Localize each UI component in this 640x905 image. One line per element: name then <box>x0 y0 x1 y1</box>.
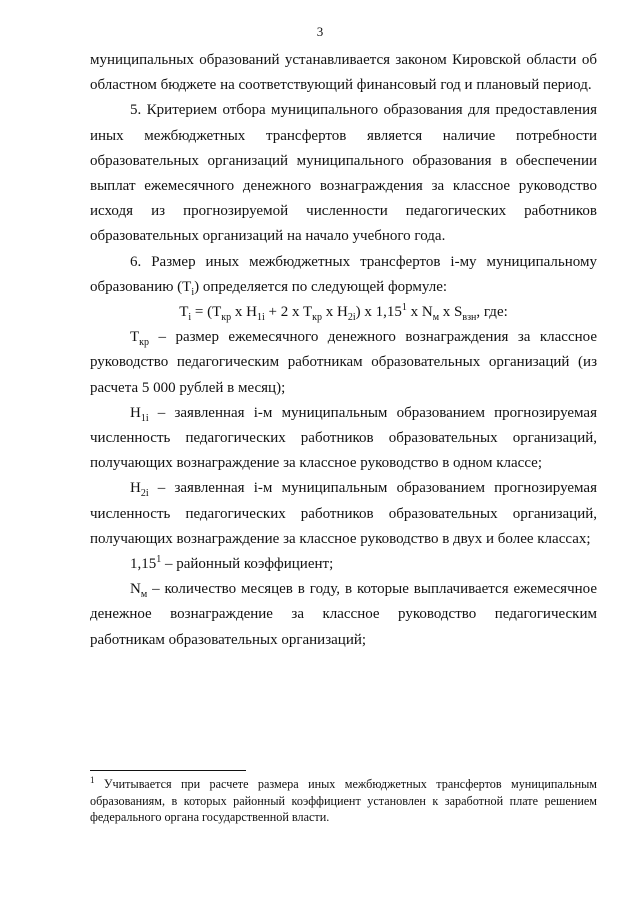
formula <box>90 300 597 325</box>
formula-sub: м <box>432 312 440 324</box>
definition-text: – количество месяцев в году, в которые выплачивается ежемесячное денежное вознаграждение за классное руководство педагогическим работникам образовательных организаций; <box>90 581 597 648</box>
paragraph-continuation: муниципальных образований устанавливается законом Кировской области об областном бюджете на соответствующий финансовый год и плановый период. <box>90 52 597 94</box>
footnote <box>90 776 597 826</box>
formula-part: , где: <box>476 304 508 321</box>
paragraph-6-subscript: i <box>191 286 195 298</box>
formula-part: x S <box>439 304 463 321</box>
definition-nm <box>90 577 597 653</box>
page-number: 3 <box>316 24 324 39</box>
definition-symbol: H <box>130 480 141 497</box>
paragraph-6-end: ) определяется по следующей формуле: <box>194 278 448 295</box>
formula-part: x N <box>406 304 433 321</box>
formula-part: = (T <box>191 304 222 321</box>
formula-part: x H <box>231 304 257 321</box>
definition-text: – районный коэффициент; <box>161 556 334 573</box>
formula-sub: кр <box>221 312 232 324</box>
paragraph-6-text: 6. Размер иных межбюджетных трансфертов i-му муниципальному образованию (T <box>90 253 597 295</box>
formula-sub: 2i <box>347 312 356 324</box>
definition-h2 <box>90 476 597 552</box>
document-body <box>90 48 597 653</box>
footnote-mark: 1 <box>90 774 95 785</box>
definition-text: – заявленная i-м муниципальным образованием прогнозируемая численность педагогических работников образовательных организаций, получающих вознаграждение за классное руководство в двух и более классах; <box>90 480 597 547</box>
formula-sub: 1i <box>256 312 265 324</box>
footnote-separator <box>90 770 246 771</box>
formula-part: + 2 x T <box>264 304 313 321</box>
definition-sub: 2i <box>140 488 149 500</box>
definition-symbol: N <box>130 581 141 598</box>
definition-text: – заявленная i-м муниципальным образованием прогнозируемая численность педагогических работников образовательных организаций, получающих вознаграждение за классное руководство в одном классе; <box>90 404 597 472</box>
formula-part: x H <box>321 304 348 321</box>
definition-sub: м <box>140 589 148 601</box>
definition-h1 <box>90 401 597 477</box>
definition-symbol: H <box>130 404 141 421</box>
definition-sub: 1i <box>140 412 149 424</box>
definition-symbol: 1,15 <box>130 556 157 573</box>
formula-part: T <box>179 304 189 321</box>
formula-sub: взн <box>462 312 477 324</box>
footnote-text: Учитывается при расчете размера иных межбюджетных трансфертов муниципальным образованиям, в которых районный коэффициент установлен к заработной плате решением федерального органа государственной власти. <box>90 777 597 824</box>
definition-tkr <box>90 325 597 401</box>
formula-sub: i <box>188 312 192 324</box>
paragraph-6 <box>90 250 597 300</box>
definition-sup: 1 <box>156 554 162 566</box>
definition-text: – размер ежемесячного денежного вознаграждения за классное руководство педагогическим работникам образовательных организаций (из расчета 5 000 рублей в месяц); <box>90 329 597 396</box>
formula-part: ) x 1,15 <box>355 304 402 321</box>
definition-symbol: T <box>130 329 140 346</box>
definition-sub: кр <box>139 337 150 349</box>
formula-sub: кр <box>312 312 322 324</box>
definition-coefficient <box>90 552 597 577</box>
paragraph-5: 5. Критерием отбора муниципального образования для предоставления иных межбюджетных трансфертов является наличие потребности образовательных организаций муниципального образования в обеспечении выплат ежемесячного денежного вознаграждения за классное руководство исходя из прогнозируемой численности педагогических работников образовательных организаций на начало учебного года. <box>90 102 597 245</box>
formula-sup: 1 <box>401 302 407 314</box>
